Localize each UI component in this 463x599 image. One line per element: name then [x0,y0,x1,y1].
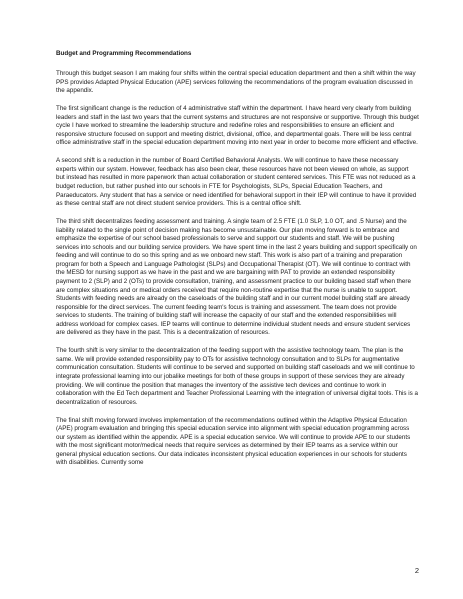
paragraph-final-shift: The final shift moving forward involves implementation of the recommendations outlined within the Adaptive Physical Education (APE) program evaluation and bringing this special education service into alignment with special education programming across our system as identified within the appendix. APE is a special education service. We will continue to provide APE to our students with the most significant motor/medical needs that require services as determined by their IEP teams as a service within our general physical education sections. Our data indicates inconsistent physical education experiences in our schools for students with disabilities. Currently some [56,416,411,467]
section-heading: Budget and Programming Recommendations [56,50,192,57]
paragraph-first-shift: The first significant change is the reduction of 4 administrative staff within the department. I have heard very clearly from building leaders and staff in the last two years that the current systems and structures are not responsive or supportive. Through this budget cycle I have worked to streamline the leadership structure and redefine roles and responsibilities to ensure an efficient and responsive structure focused on support and meeting district, divisional, office, and departmental goals. There will be less central office administrative staff in the special education department moving into next year in order to become more efficient and effective. [56,105,419,147]
paragraph-intro: Through this budget season I am making four shifts within the central special education department and then a shift within the way PPS provides Adapted Physical Education (APE) services following the recommendations of the program evaluation discussed in the appendix. [56,70,416,95]
paragraph-third-shift: The third shift decentralizes feeding assessment and training. A single team of 2.5 FTE (1.0 SLP, 1.0 OT, and .5 Nurse) and the liability related to the single point of decision making has become unsustainable. Our plan moving forward is to embrace and emphasize the expertise of our school based professionals to serve and support our students and staff. We will be pushing services into schools and our building service providers. We have spent time in the last 2 years building and support specifically on feeding and will continue to do so this spring and as we onboard new staff. This work is also part of a training and preparation program for both a Speech and Language Pathologist (SLPs) and Occupational Therapist (OT). We will continue to contract with the MESD for nursing support as we have in the past and we are bargaining with PAT to provide an extended responsibility payment to 2 (SLP) and 2 (OTs) to provide consultation, training, and assessment practice to our building based staff when there are complex situations and or medical orders received that require non-routine expertise that the nurse is unable to support. Students with feeding needs are already on the caseloads of the building staff and in our current model building staff are already responsible for the direct services. The current feeding team's focus is training and assessment. The team does not provide services to students. The training of building staff will increase the capacity of our staff and the extended responsibilities will address workload for complex cases. IEP teams will continue to determine individual student needs and ensure student services are delivered as they have in the past. This is a decentralization of resources. [56,218,417,337]
paragraph-fourth-shift: The fourth shift is very similar to the decentralization of the feeding support with the assistive technology team. The plan is the same. We will provide extended responsibility pay to OTs for assistive technology consultation and to SLPs for augmentative communication consultation. Students will continue to be served and supported on building staff caseloads and we will continue to integrate professional learning into our jobalike meetings for both of these groups in support of these services they are already providing. We will continue the position that manages the inventory of the assistive tech devices and continue to work in collaboration with the Ed Tech department and Teacher Professional Learning with the integration of universal digital tools. This is a decentralization of resources. [56,347,419,406]
page-number: 2 [414,566,419,575]
paragraph-second-shift: A second shift is a reduction in the number of Board Certified Behavioral Analysts. We will continue to have these necessary experts within our system. However, feedback has also been clear, these resources have not been viewed on whole, as support but instead has resulted in more paperwork than actual collaboration or student centered services. This FTE was not reduced as a budget reduction, but rather pushed into our schools in FTE for Psychologists, SLPs, Special Education Teachers, and Paraeducators. Any student that has a service or need identified for behavioral support in their IEP will continue to have it provided as these central staff are not direct student service providers. This is a central office shift. [56,157,417,208]
